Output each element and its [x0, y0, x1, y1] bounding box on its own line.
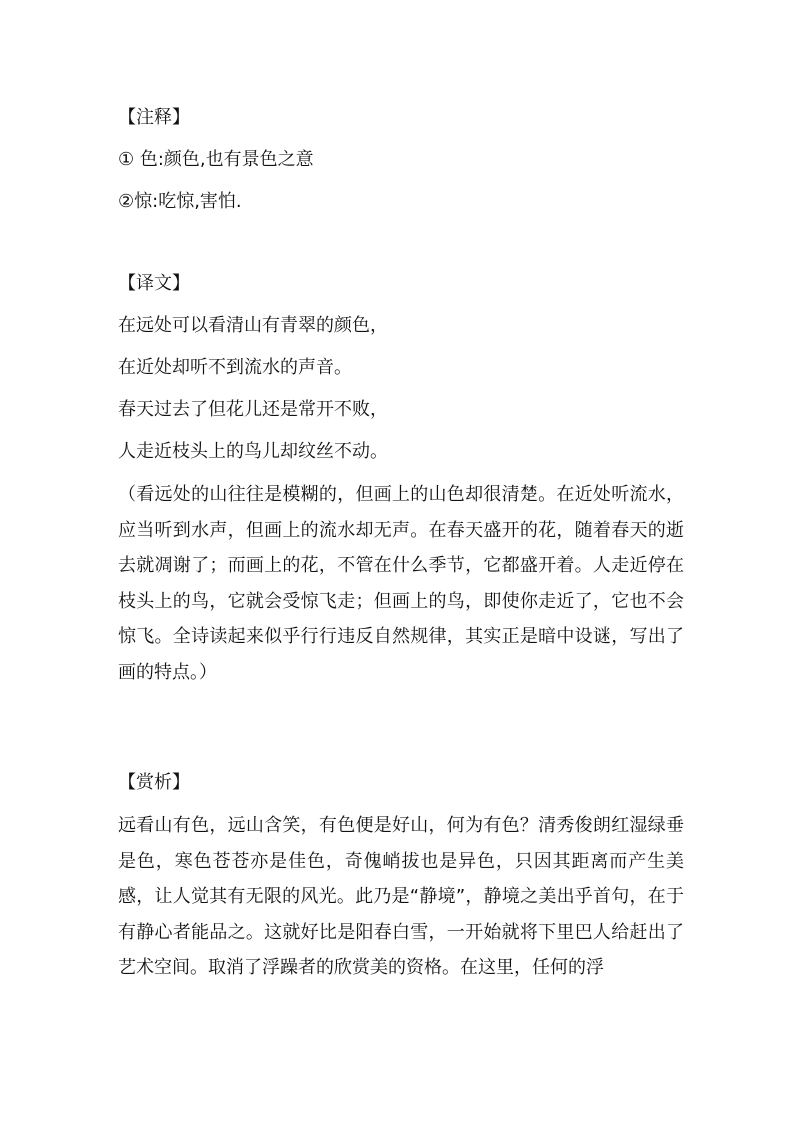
- note-item-2: ②惊:吃惊,害怕.: [118, 191, 242, 212]
- translation-line-1: 在远处可以看清山有青翠的颜色，: [118, 315, 388, 336]
- translation-line-2: 在近处却听不到流水的声音。: [118, 357, 352, 378]
- translation-explanation: （看远处的山往往是模糊的，但画上的山色却很清楚。在近处听流水，应当听到水声，但画上的流水却无声。在春天盛开的花，随着春天的逝去就凋谢了；而画上的花，不管在什么季节，它都盛开着。人走近停在枝头上的鸟，它就会受惊飞走；但画上的鸟，即使你走近了，它也不会惊飞。全诗读起来似乎行行违反自然规律，其实正是暗中设谜，写出了画的特点。）: [118, 484, 684, 683]
- appreciation-paragraph: 远看山有色，远山含笑，有色便是好山，何为有色？清秀俊朗红湿绿垂是色，寒色苍苍亦是佳色，奇傀峭拔也是异色，只因其距离而产生美感，让人觉其有无限的风光。此乃是“静境”，静境之美出乎首句，在于有静心者能品之。这就好比是阳春白雪，一开始就将下里巴人给赶出了艺术空间。取消了浮躁者的欣赏美的资格。在这里，任何的浮: [118, 815, 684, 978]
- notes-heading: 【注释】: [118, 107, 190, 128]
- translation-line-3: 春天过去了但花儿还是常开不败，: [118, 399, 388, 420]
- appreciation-heading: 【赏析】: [118, 772, 190, 793]
- translation-heading: 【译文】: [118, 273, 190, 294]
- translation-line-4: 人走近枝头上的鸟儿却纹丝不动。: [118, 441, 388, 462]
- note-item-1: ① 色:颜色,也有景色之意: [118, 149, 314, 170]
